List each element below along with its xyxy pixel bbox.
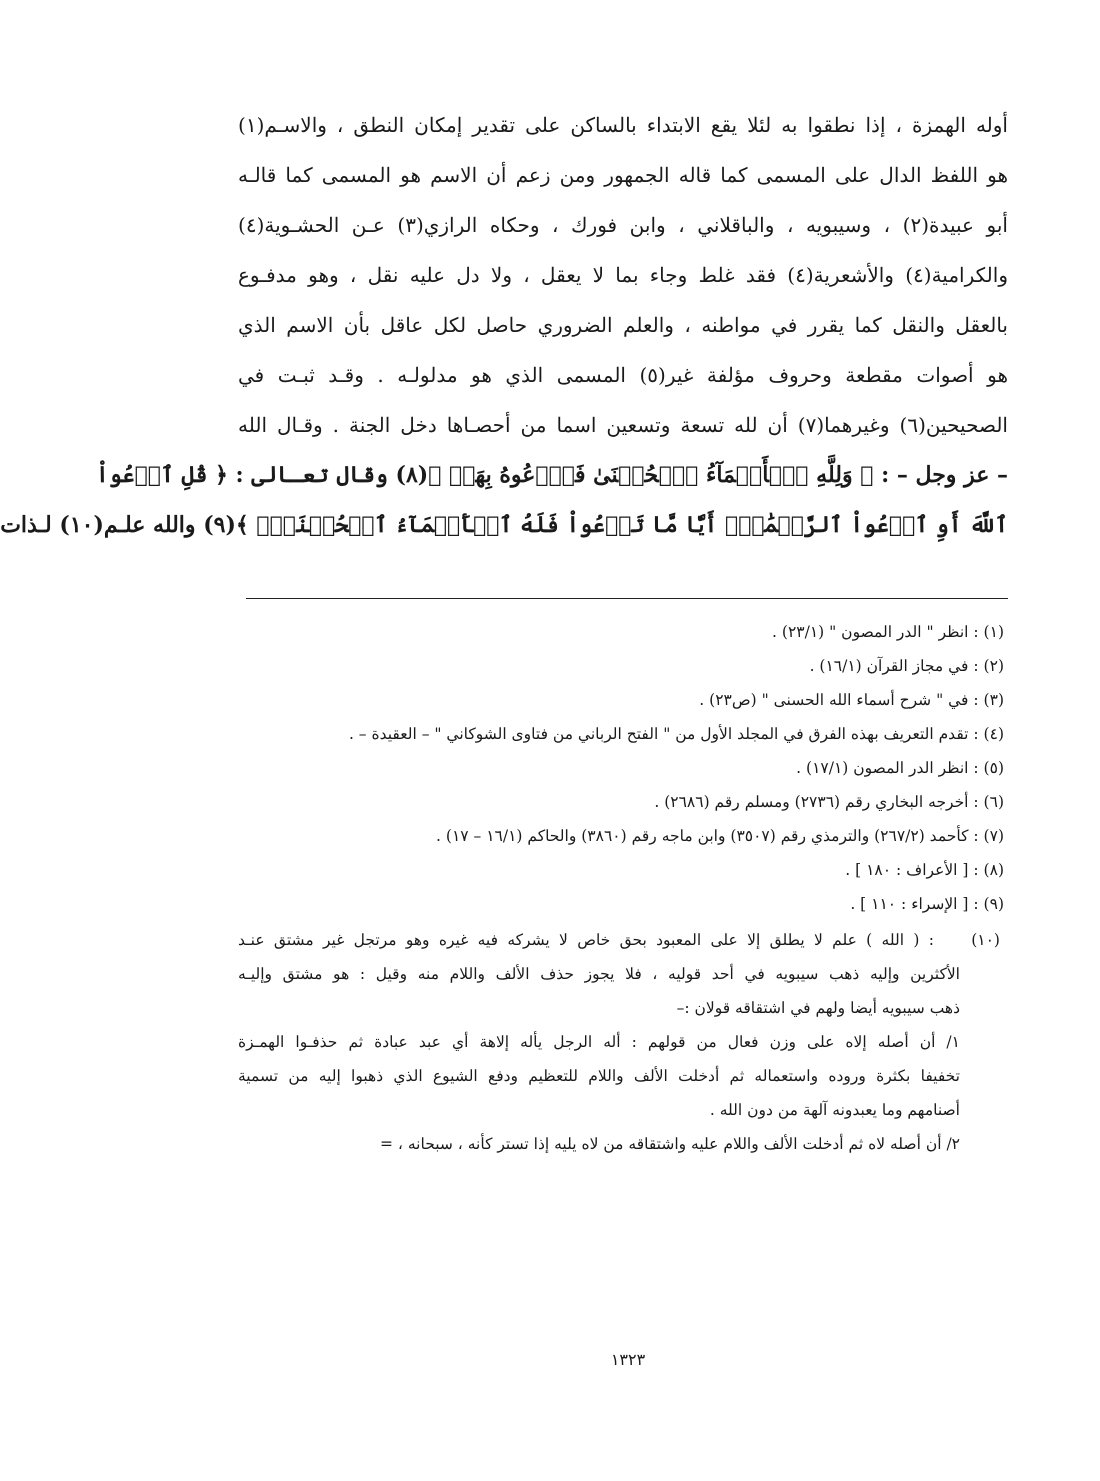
footnote-separator [246, 598, 1008, 599]
footnote-10-point-line: ٢/ أن أصله لاه ثم أدخلت الألف واللام عليه واشتقاقه من لاه يليه إذا تستر كأنه ، سبحانه ، = [380, 1135, 960, 1153]
footnote [238, 753, 1008, 783]
page-number: ١٣٢٣ [610, 1350, 646, 1369]
footnote-10-point-1 [238, 1025, 1008, 1127]
footnote-number: (١) : [973, 623, 1004, 641]
footnote-number: (٨) : [973, 861, 1004, 879]
footnote-text: انظر " الدر المصون " (٢٣/١) . [772, 623, 969, 641]
footnote-text: [ الإسراء : ١١٠ ] . [850, 895, 969, 913]
footnote-number: (٧) : [973, 827, 1004, 845]
main-text-line: أبو عبيدة(٢) ، وسيبويه ، والباقلاني ، وابن فورك ، وحكاه الرازي(٣) عـن الحشـوية(٤) [238, 213, 1008, 237]
footnote-text: كأحمد (٢٦٧/٢) والترمذي رقم (٣٥٠٧) وابن ماجه رقم (٣٨٦٠) والحاكم (١٦/١ – ١٧) . [436, 827, 969, 845]
footnote-number: (٥) : [973, 759, 1004, 777]
main-text-line: هو أصوات مقطعة وحروف مؤلفة غير(٥) المسمى الذي هو مدلولـه . وقـد ثبـت في [238, 363, 1008, 387]
main-text-line: الصحيحين(٦) وغيرهما(٧) أن لله تسعة وتسعين اسما من أحصـاها دخل الجنة . وقـال الله [238, 413, 1008, 437]
main-text-line: والكرامية(٤) والأشعرية(٤) فقد غلط وجاء بما لا يعقل ، ولا دل عليه نقل ، وهو مدفـوع [238, 263, 1008, 287]
main-text-line-quran: ٱللَّهَ أَوِ ٱدۡعُواْ ٱلرَّحۡمَٰنَۖ أَيّٗا مَّا تَدۡعُواْ فَلَهُ ٱلۡأَسۡمَآءُ ٱلۡحُسۡنَىٰۚ ﴾(٩) والله علـم(١٠) لـذات [0, 512, 1008, 538]
footnote-10-line [238, 923, 1004, 957]
footnote-10 [238, 923, 1008, 1025]
footnote-10-point-line: ١/ أن أصله إلاه على وزن فعال من قولهم : أله الرجل يأله إلاهة أي عبد عبادة ثم حذفـوا الهمـزة [238, 1033, 960, 1051]
footnote [238, 617, 1008, 647]
footnote-number: (١٠) [971, 931, 1000, 949]
footnotes-section [238, 617, 1008, 1161]
footnote-10-line: الأكثرين وإليه ذهب سيبويه في أحد قوليه ، فلا يجوز حذف الألف واللام منه وقيل : هو مشتق وإليـه [238, 965, 960, 983]
footnote-10-line: ذهب سيبويه أيضا ولهم في اشتقاقه قولان :– [676, 999, 960, 1017]
footnote-text: في مجاز القرآن (١٦/١) . [809, 657, 969, 675]
footnote-text: في " شرح أسماء الله الحسنى " (ص٢٣) . [699, 691, 969, 709]
footnote-text: : ( الله ) علم لا يطلق إلا على المعبود بحق خاص لا يشركه فيه غيره وهو مرتجل غير مشتق عنـد [238, 931, 934, 949]
footnote-text: أخرجه البخاري رقم (٢٧٣٦) ومسلم رقم (٢٦٨٦) . [654, 793, 969, 811]
footnote-number: (٢) : [973, 657, 1004, 675]
footnote [238, 889, 1008, 919]
footnote [238, 651, 1008, 681]
footnote [238, 821, 1008, 851]
footnote-text: انظر الدر المصون (١٧/١) . [796, 759, 969, 777]
main-text-line: هو اللفظ الدال على المسمى كما قاله الجمهور ومن زعم أن الاسم هو المسمى كما قالـه [238, 163, 1008, 187]
footnote-10-point-2 [238, 1127, 1008, 1161]
footnote-number: (٩) : [973, 895, 1004, 913]
main-text-body [0, 100, 1008, 550]
footnote-text: [ الأعراف : ١٨٠ ] . [845, 861, 969, 879]
footnote [238, 787, 1008, 817]
footnote-10-point-line: تخفيفا بكثرة وروده واستعماله ثم أدخلت الألف واللام للتعظيم ودفع الشيوع الذي ذهبوا إليه من تسمية [238, 1067, 960, 1085]
main-text-line: بالعقل والنقل كما يقرر في مواطنه ، والعلم الضروري حاصل لكل عاقل بأن الاسم الذي [238, 313, 1008, 337]
footnote-number: (٤) : [973, 725, 1004, 743]
footnote-text: تقدم التعريف بهذه الفرق في المجلد الأول من " الفتح الرباني من فتاوى الشوكاني " – العقيدة – . [348, 725, 969, 743]
footnote-number: (٦) : [973, 793, 1004, 811]
main-text-line-quran: – عز وجل – : ﴿ وَلِلَّهِ ٱلۡأَسۡمَآءُ ٱلۡحُسۡنَىٰ فَٱدۡعُوهُ بِهَاۖ ﴾(٨) وقال تعـالى : ﴿ قُلِ ٱدۡعُواْ [95, 462, 1008, 488]
footnote-number: (٣) : [973, 691, 1004, 709]
footnote [238, 685, 1008, 715]
footnote-10-point-line: أصنامهم وما يعبدونه آلهة من دون الله . [709, 1101, 960, 1119]
main-text-line: أوله الهمزة ، إذا نطقوا به لئلا يقع الابتداء بالساكن على تقدير إمكان النطق ، والاسـم(١) [238, 113, 1008, 137]
footnote [238, 719, 1008, 749]
footnote [238, 855, 1008, 885]
